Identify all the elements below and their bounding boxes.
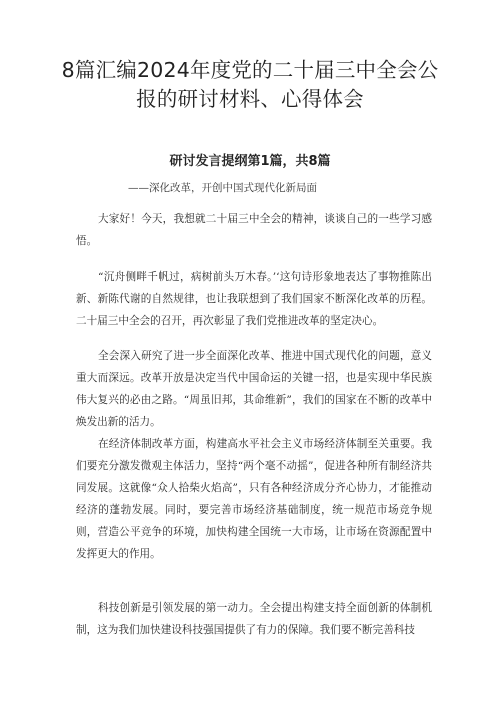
paragraph-text: 在经济体制改革方面，构建高水平社会主义市场经济体制至关重要。我们要充分激发微观主体活力，坚持“两个毫不动摇”，促进各种所有制经济共同发展。这就像“众人拾柴火焰高”，只有各种经济成分齐心协力，才能推动经济的蓬勃发展。同时，要完善市场经济基础制度，统一规范市场竞争规则，营造公平竞争的环境，加快构建全国统一大市场，让市场在资源配置中发挥更大的作用。 [76, 438, 432, 560]
paragraph-3 [76, 345, 432, 433]
paragraph-5 [76, 597, 432, 641]
paragraph-2 [76, 266, 432, 332]
paragraph-4 [76, 433, 432, 565]
title-line-2: 报的研讨材料、心得体会 [136, 87, 364, 111]
paragraph-text: 大家好！今天，我想就二十届三中全会的精神，谈谈自己的一些学习感悟。 [76, 213, 432, 247]
title-line-1: 8篇汇编2024年度党的二十届三中全会公 [61, 58, 439, 82]
section-heading: 研讨发言提纲第1篇，共8篇 [169, 154, 331, 169]
paragraph-1 [76, 208, 432, 252]
paragraph-text: “沉舟侧畔千帆过，病树前头万木春。’‘这句诗形象地表达了事物推陈出新、新陈代谢的自然规律，也让我联想到了我们国家不断深化改革的历程。二十届三中全会的召开，再次彰显了我们党推进改革的坚定决心。 [76, 271, 432, 327]
section-tagline: ——深化改革，开创中国式现代化新局面 [128, 182, 317, 194]
document-title [60, 56, 440, 114]
paragraph-text: 全会深入研究了进一步全面深化改革、推进中国式现代化的问题，意义重大而深远。改革开放是决定当代中国命运的关键一招，也是实现中华民族伟大复兴的必由之路。“周虽旧邦，其命维新”，我们的国家在不断的改革中焕发出新的活力。 [76, 350, 432, 428]
paragraph-text: 科技创新是引领发展的第一动力。全会提出构建支持全面创新的体制机制，这为我们加快建设科技强国提供了有力的保障。我们要不断完善科技 [76, 602, 432, 636]
